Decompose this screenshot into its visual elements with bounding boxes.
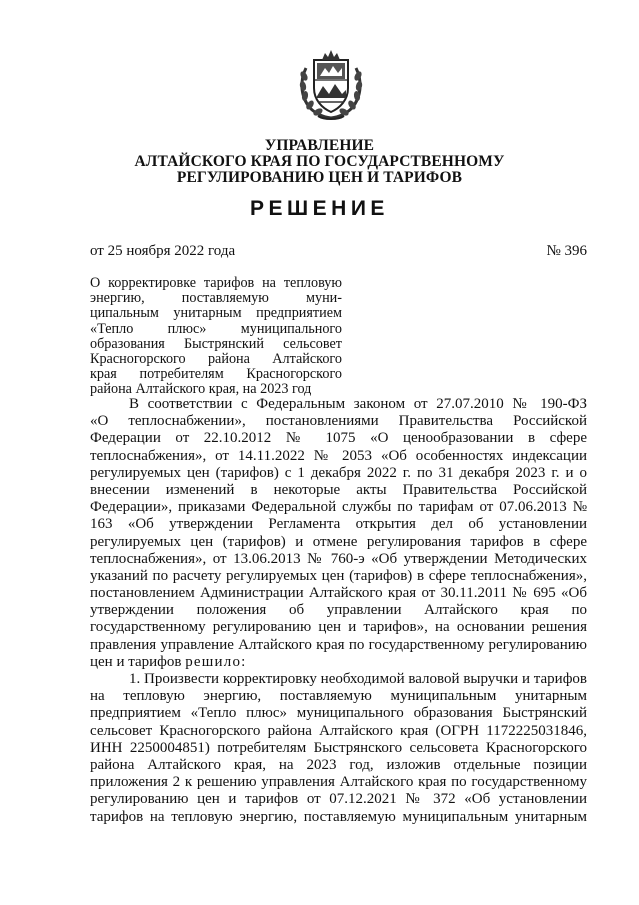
subject-line: Красногорского района Алтайского [90,350,342,367]
item-line: приложения 2 к решению управления Алтайского края по государственному [90,774,587,791]
item-line: регулированию цен и тарифов от 07.12.2021 № 372 «Об установлении [90,791,587,808]
body-line: теплоснабжения», от 13.06.2013 № 760-э «Об утверждении Методических [90,550,587,567]
body-line: внесении изменений в некоторые акты Правительства Российской [90,481,587,498]
organization-name-line-2: АЛТАЙСКОГО КРАЯ ПО ГОСУДАРСТВЕННОМУ [134,153,505,170]
decision-prefix: цен и тарифов [90,653,182,670]
organization-name-line-3: РЕГУЛИРОВАНИЮ ЦЕН И ТАРИФОВ [176,169,463,186]
item-line: ИНН 2250004851) потребителям Быстрянского сельсовета Красногорского [90,739,587,756]
document-date: от 25 ноября 2022 года [90,243,236,259]
document-body [90,396,587,826]
subject-line: «Тепло плюс» муниципального [90,320,342,337]
item-line: тарифов на тепловую энергию, поставляемую муниципальным унитарным [90,808,587,825]
subject-line: района Алтайского края, на 2023 год [90,381,312,398]
subject-line: образования Быстрянский сельсовет [90,335,342,352]
document-type-title: РЕШЕНИЕ [250,197,389,220]
body-line: регулируемых цен (тарифов) с 1 декабря 2022 г. по 31 декабря 2023 г. и о [90,464,587,481]
subject-line: энергию, поставляемую муни- [90,290,342,307]
body-line: постановлением Администрации Алтайского края от 30.11.2011 № 695 «Об [90,585,587,602]
body-line: теплоснабжения», от 14.11.2022 № 2053 «Об особенностях индексации [90,447,587,464]
organization-name-line-1: УПРАВЛЕНИЕ [264,137,375,154]
item-line: сельсовет Красногорского района Алтайского края (ОГРН 1172225031846, [90,722,587,739]
body-line: правления управление Алтайского края по государственному регулированию [90,636,587,653]
subject-line: края потребителям Красногорского [90,366,342,383]
body-line: регулируемых цен (тарифов) и отмене регулирования тарифов в сфере [90,533,587,550]
body-line: 163 «Об утверждении Регламента открытия дел об установлении [90,516,587,533]
body-line: Федерации от 22.10.2012 № 1075 «О ценообразовании в сфере [90,430,587,447]
decision-line [90,654,587,671]
body-line: государственному регулированию цен и тарифов», на основании решения [90,619,587,636]
item-line: на тепловую энергию, поставляемую муниципальным унитарным [90,688,587,705]
item-line: района Алтайского края, на 2023 год, изложив отдельные позиции [90,756,587,773]
document-subject [90,276,342,398]
subject-line: ципальным унитарным предприятием [90,305,342,322]
body-line: В соответствии с Федеральным законом от 27.07.2010 № 190-ФЗ [129,396,587,412]
subject-line: О корректировке тарифов на тепловую [90,275,342,291]
altai-coat-of-arms-icon [296,46,366,122]
item-line: предприятием «Тепло плюс» муниципального образования Быстрянский [90,705,587,722]
body-line: Федерации», приказами Федеральной службы по тарифам от 07.06.2013 № [90,499,587,516]
body-line: «О теплоснабжении», постановлениями Правительства Российской [90,413,587,430]
body-line: утверждении положения об управлении Алтайского края по [90,602,587,619]
item-line: 1. Произвести корректировку необходимой валовой выручки и тарифов [129,671,587,687]
body-line: указаний по расчету регулируемых цен (тарифов) в сфере теплоснабжения», [90,567,587,584]
document-number: № 396 [546,243,587,259]
decision-word: решило: [185,653,247,670]
